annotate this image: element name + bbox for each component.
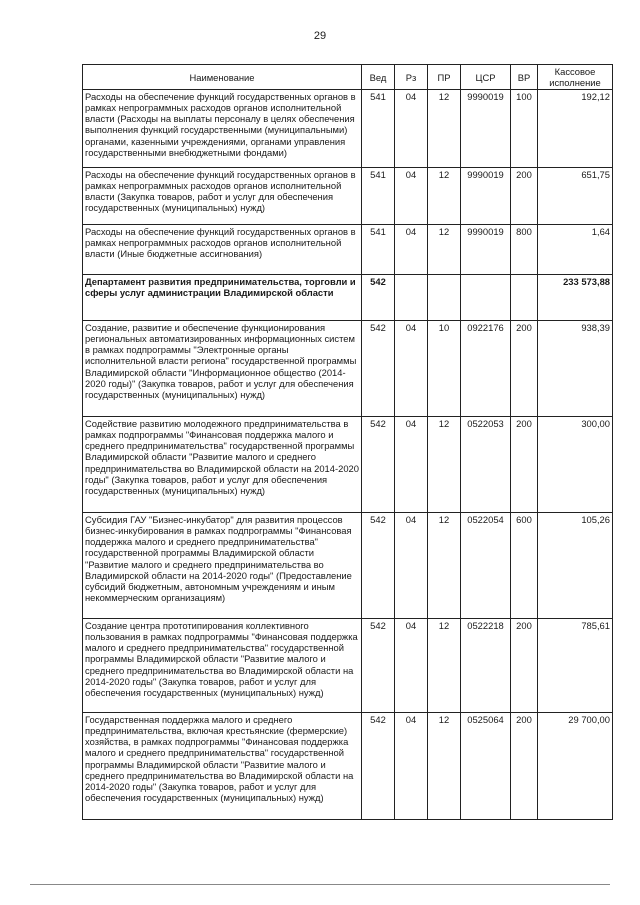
row-rz: 04 xyxy=(395,417,428,513)
row-rz xyxy=(395,275,428,321)
row-vr: 200 xyxy=(511,417,538,513)
row-pr: 12 xyxy=(428,513,461,619)
row-name: Создание центра прототипирования коллективного пользования в рамках подпрограммы "Финансовая поддержка малого и среднего предпринимательства" государственной программы Владимирской области "Развитие малого и среднего предпринимательства во Владимирской области на 2014-2020 годы" (Закупка товаров, работ и услуг для обеспечения государственных (муниципальных) нужд) xyxy=(83,619,362,713)
row-pr: 12 xyxy=(428,619,461,713)
page-number: 29 xyxy=(313,30,327,42)
row-csr: 9990019 xyxy=(461,225,511,275)
row-pr: 10 xyxy=(428,321,461,417)
row-amount: 105,26 xyxy=(538,513,613,619)
row-vr: 600 xyxy=(511,513,538,619)
row-vr: 200 xyxy=(511,713,538,820)
row-amount: 192,12 xyxy=(538,90,613,168)
row-rz: 04 xyxy=(395,225,428,275)
header-amount: Кассовое исполнение xyxy=(538,65,613,90)
table-row xyxy=(83,513,613,619)
row-csr: 0922176 xyxy=(461,321,511,417)
row-vr: 200 xyxy=(511,321,538,417)
table-header-row xyxy=(83,65,613,90)
table-row xyxy=(83,225,613,275)
row-name: Содействие развитию молодежного предпринимательства в рамках подпрограммы "Финансовая поддержка малого и среднего предпринимательства" государственной программы Владимирской области "Развитие малого и среднего предпринимательства во Владимирской области на 2014-2020 годы" (Закупка товаров, работ и услуг для обеспечения государственных (муниципальных) нужд) xyxy=(83,417,362,513)
row-rz: 04 xyxy=(395,513,428,619)
row-csr: 0525064 xyxy=(461,713,511,820)
table-row xyxy=(83,321,613,417)
row-pr: 12 xyxy=(428,225,461,275)
header-ved: Вед xyxy=(362,65,395,90)
row-amount: 651,75 xyxy=(538,168,613,225)
row-name: Создание, развитие и обеспечение функционирования региональных автоматизированных информационных систем в рамках подпрограммы "Электронные органы исполнительной власти региона" государственной программы Владимирской области "Информационное общество (2014-2020 годы)" (Закупка товаров, работ и услуг для обеспечения государственных (муниципальных) нужд) xyxy=(83,321,362,417)
row-csr: 9990019 xyxy=(461,90,511,168)
row-csr: 0522053 xyxy=(461,417,511,513)
row-name: Государственная поддержка малого и среднего предпринимательства, включая крестьянские (фермерские) хозяйства, в рамках подпрограммы "Финансовая поддержка малого и среднего предпринимательства" государственной программы Владимирской области "Развитие малого и среднего предпринимательства во Владимирской области на 2014-2020 годы" (Закупка товаров, работ и услуг для обеспечения государственных (муниципальных) нужд) xyxy=(83,713,362,820)
row-amount: 300,00 xyxy=(538,417,613,513)
table-row xyxy=(83,168,613,225)
header-rz: Рз xyxy=(395,65,428,90)
header-name: Наименование xyxy=(83,65,362,90)
table-row xyxy=(83,90,613,168)
header-pr: ПР xyxy=(428,65,461,90)
row-name: Расходы на обеспечение функций государственных органов в рамках непрограммных расходов органов исполнительной власти (Закупка товаров, работ и услуг для обеспечения государственных (муниципальных) нужд) xyxy=(83,168,362,225)
row-ved: 542 xyxy=(362,513,395,619)
row-vr: 200 xyxy=(511,619,538,713)
row-pr xyxy=(428,275,461,321)
row-csr: 9990019 xyxy=(461,168,511,225)
row-ved: 542 xyxy=(362,619,395,713)
header-vr: ВР xyxy=(511,65,538,90)
row-ved: 542 xyxy=(362,417,395,513)
row-name: Департамент развития предпринимательства, торговли и сферы услуг администрации Владимирской области xyxy=(83,275,362,321)
page-bottom-rule xyxy=(30,884,610,885)
row-csr: 0522218 xyxy=(461,619,511,713)
row-vr: 800 xyxy=(511,225,538,275)
table-row xyxy=(83,713,613,820)
row-rz: 04 xyxy=(395,619,428,713)
row-name: Субсидия ГАУ "Бизнес-инкубатор" для развития процессов бизнес-инкубирования в рамках подпрограммы "Финансовая поддержка малого и среднего предпринимательства" государственной программы Владимирской области "Развитие малого и среднего предпринимательства во Владимирской области на 2014-2020 годы" (Предоставление субсидий бюджетным, автономным учреждениям и иным некоммерческим организациям) xyxy=(83,513,362,619)
row-ved: 541 xyxy=(362,225,395,275)
table-row xyxy=(83,619,613,713)
row-pr: 12 xyxy=(428,168,461,225)
row-amount: 938,39 xyxy=(538,321,613,417)
row-pr: 12 xyxy=(428,713,461,820)
row-csr: 0522054 xyxy=(461,513,511,619)
row-ved: 542 xyxy=(362,321,395,417)
row-name: Расходы на обеспечение функций государственных органов в рамках непрограммных расходов органов исполнительной власти (Иные бюджетные ассигнования) xyxy=(83,225,362,275)
row-amount: 785,61 xyxy=(538,619,613,713)
row-csr xyxy=(461,275,511,321)
table-row xyxy=(83,417,613,513)
row-pr: 12 xyxy=(428,417,461,513)
row-ved: 541 xyxy=(362,90,395,168)
row-amount: 1,64 xyxy=(538,225,613,275)
table-row-department xyxy=(83,275,613,321)
row-rz: 04 xyxy=(395,90,428,168)
header-csr: ЦСР xyxy=(461,65,511,90)
row-name: Расходы на обеспечение функций государственных органов в рамках непрограммных расходов органов исполнительной власти (Расходы на выплаты персоналу в целях обеспечения выполнения функций государственными (муниципальными) органами, казенными учреждениями, органами управления государственными внебюджетными фондами) xyxy=(83,90,362,168)
row-ved: 542 xyxy=(362,713,395,820)
budget-execution-table xyxy=(82,64,613,820)
row-pr: 12 xyxy=(428,90,461,168)
row-rz: 04 xyxy=(395,321,428,417)
row-vr: 200 xyxy=(511,168,538,225)
row-rz: 04 xyxy=(395,168,428,225)
row-ved: 542 xyxy=(362,275,395,321)
row-amount: 29 700,00 xyxy=(538,713,613,820)
row-ved: 541 xyxy=(362,168,395,225)
row-amount: 233 573,88 xyxy=(538,275,613,321)
row-vr: 100 xyxy=(511,90,538,168)
row-rz: 04 xyxy=(395,713,428,820)
row-vr xyxy=(511,275,538,321)
